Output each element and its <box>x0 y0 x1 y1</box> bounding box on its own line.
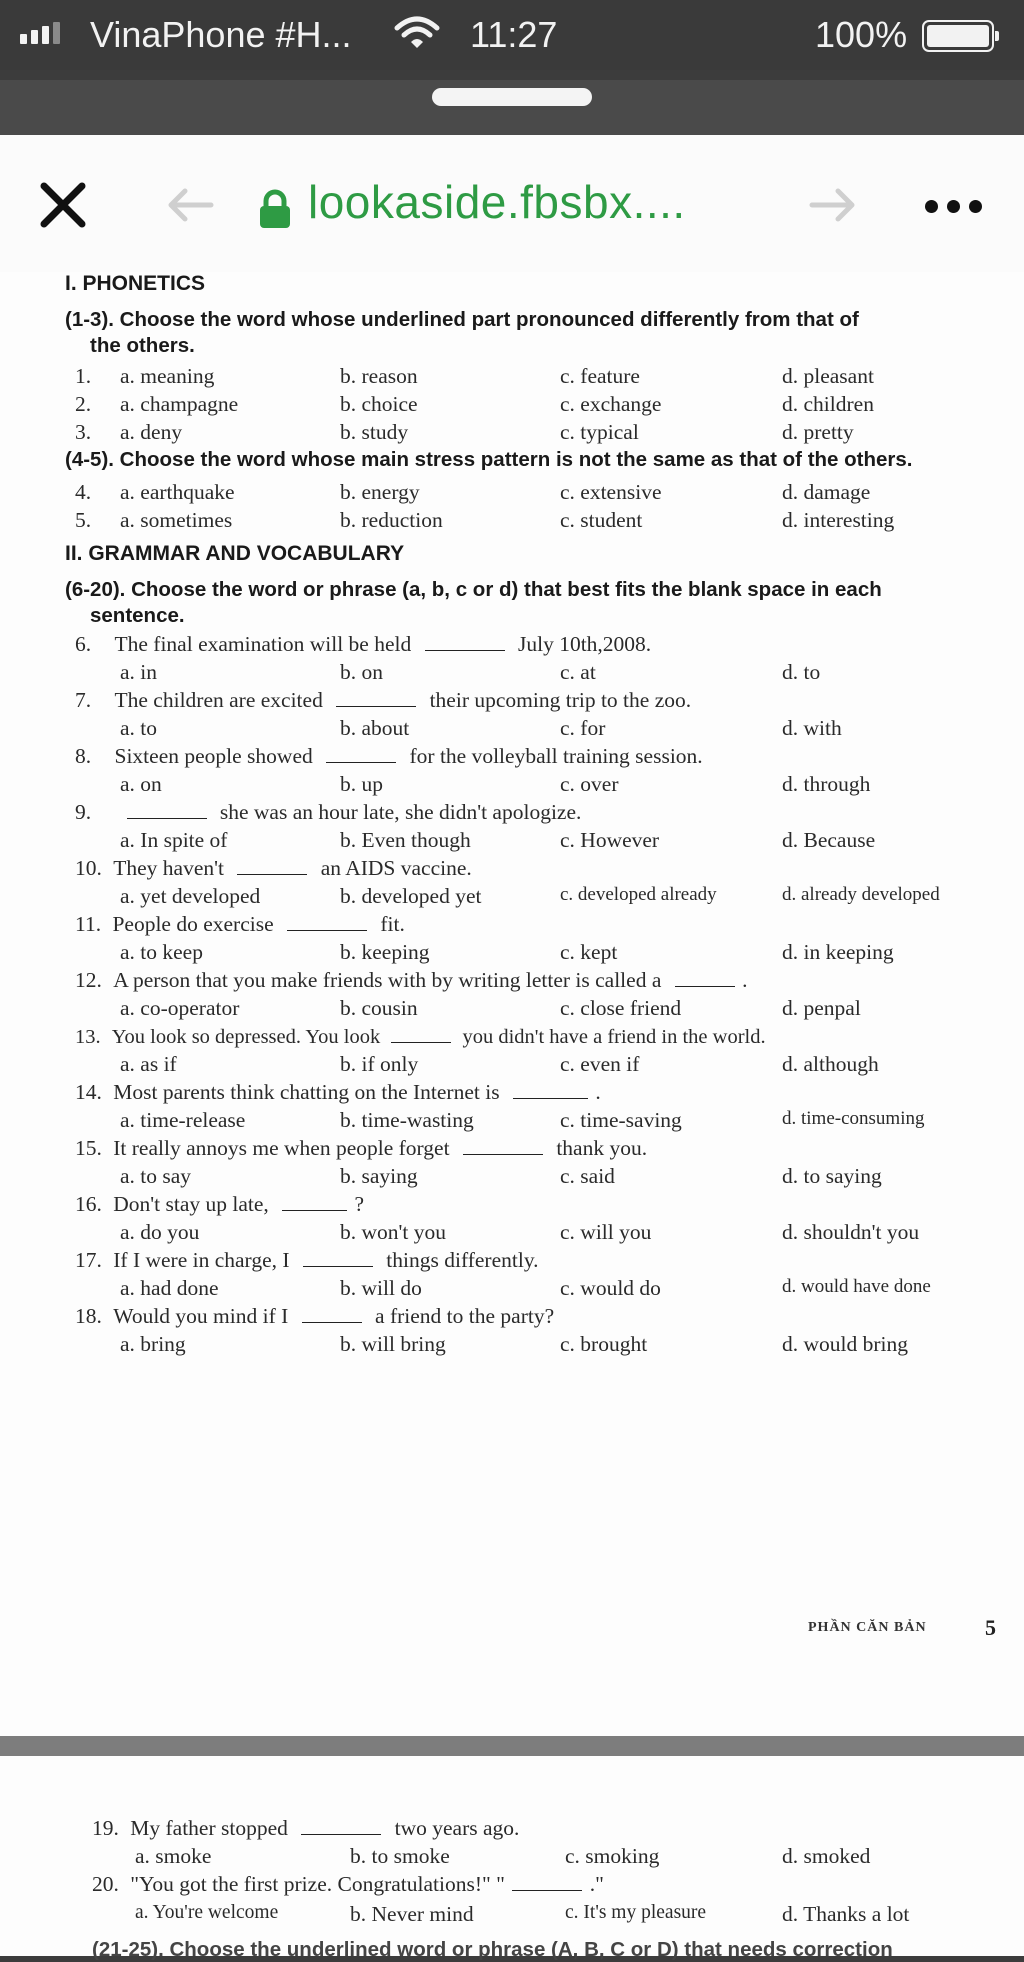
question-12 <box>75 968 748 993</box>
option-a: a. in <box>120 660 158 684</box>
option-c: c. student <box>560 508 643 532</box>
question-number: 13. <box>75 1026 101 1048</box>
wifi-icon <box>395 16 439 50</box>
option-d: d. with <box>782 716 842 740</box>
option-b: b. time-wasting <box>340 1108 474 1132</box>
question-number: 6. <box>75 632 92 656</box>
option-d: d. smoked <box>782 1844 871 1868</box>
option-c: c. extensive <box>560 480 662 504</box>
instruction: sentence. <box>90 604 185 627</box>
page-number: 5 <box>985 1615 996 1640</box>
answer-blank <box>513 1080 588 1099</box>
option-b: b. will bring <box>340 1332 446 1356</box>
instruction: the others. <box>90 334 195 357</box>
option-d: d. in keeping <box>782 940 894 964</box>
question-text: You look so depressed. You look <box>111 1026 381 1048</box>
question-6 <box>75 632 651 657</box>
option-c: c. However <box>560 828 660 852</box>
option-c: c. brought <box>560 1332 648 1356</box>
option-a: a. earthquake <box>120 480 235 504</box>
question-number: 19. <box>92 1816 119 1840</box>
option-b: b. Never mind <box>350 1902 474 1926</box>
answer-blank <box>301 1816 381 1835</box>
question-text: Don't stay up late, <box>113 1192 269 1216</box>
question-text: two years ago. <box>394 1816 520 1840</box>
option-b: b. about <box>340 716 410 740</box>
option-c: c. would do <box>560 1276 661 1300</box>
back-arrow-icon[interactable] <box>165 187 215 223</box>
answer-blank <box>326 744 396 763</box>
option-b: b. choice <box>340 392 418 416</box>
question-text: thank you. <box>556 1136 648 1160</box>
option-a: a. You're welcome <box>135 1902 279 1923</box>
document-page <box>0 272 1024 1736</box>
option-a: a. bring <box>120 1332 186 1356</box>
question-text: The final examination will be held <box>114 632 412 656</box>
question-text: Would you mind if I <box>113 1304 289 1328</box>
question-number: 16. <box>75 1192 102 1216</box>
document-view <box>0 272 1024 1961</box>
answer-blank <box>302 1304 362 1323</box>
option-c: c. over <box>560 772 619 796</box>
forward-arrow-icon[interactable] <box>808 187 858 223</box>
question-number: 17. <box>75 1248 102 1272</box>
question-text: The children are excited <box>114 688 323 712</box>
question-number: 9. <box>75 800 92 824</box>
option-d: d. pretty <box>782 420 854 444</box>
option-b: b. reduction <box>340 508 443 532</box>
option-b: b. saying <box>340 1164 418 1188</box>
answer-blank <box>391 1024 451 1043</box>
option-d: d. children <box>782 392 874 416</box>
option-d: d. time-consuming <box>782 1108 925 1129</box>
option-a: a. deny <box>120 420 183 444</box>
option-b: b. will do <box>340 1276 422 1300</box>
option-b: b. study <box>340 420 409 444</box>
option-a: a. on <box>120 772 162 796</box>
option-c: c. at <box>560 660 596 684</box>
option-a: a. sometimes <box>120 508 233 532</box>
question-number: 15. <box>75 1136 102 1160</box>
option-c: c. feature <box>560 364 640 388</box>
signal-icon <box>20 22 60 44</box>
question-number: 4. <box>75 480 92 504</box>
option-c: c. exchange <box>560 392 662 416</box>
question-text: for the volleyball training session. <box>409 744 703 768</box>
more-options-icon[interactable] <box>925 200 982 213</box>
option-a: a. do you <box>120 1220 200 1244</box>
question-text: "You got the first prize. Congratulations!" " <box>130 1872 505 1896</box>
lock-icon <box>258 189 292 229</box>
question-text: A person that you make friends with by writing letter is called a <box>113 968 662 992</box>
question-number: 20. <box>92 1872 119 1896</box>
question-9 <box>75 800 581 825</box>
option-c: c. developed already <box>560 884 717 905</box>
sheet-grabber[interactable] <box>432 88 592 106</box>
question-text: . <box>742 968 748 992</box>
instruction: (1-3). Choose the word whose underlined part pronounced differently from that of <box>65 308 859 331</box>
question-text: their upcoming trip to the zoo. <box>429 688 692 712</box>
answer-blank <box>336 688 416 707</box>
question-16 <box>75 1192 364 1217</box>
status-bar <box>0 0 1024 70</box>
option-c: c. will you <box>560 1220 652 1244</box>
answer-blank <box>237 856 307 875</box>
question-text: a friend to the party? <box>375 1304 555 1328</box>
option-a: a. to say <box>120 1164 192 1188</box>
option-a: a. to <box>120 716 158 740</box>
option-b: b. won't you <box>340 1220 446 1244</box>
option-b: b. cousin <box>340 996 418 1020</box>
question-text: It really annoys me when people forget <box>113 1136 450 1160</box>
question-number: 7. <box>75 688 92 712</box>
battery-icon <box>922 20 994 52</box>
option-a: a. as if <box>120 1052 177 1076</box>
page-footer: PHẦN CĂN BẢN <box>808 1620 927 1635</box>
option-c: c. smoking <box>565 1844 660 1868</box>
option-c: c. It's my pleasure <box>565 1902 707 1923</box>
option-a: a. time-release <box>120 1108 246 1132</box>
page-separator <box>0 1736 1024 1756</box>
battery-percent: 100% <box>815 14 908 55</box>
question-text: things differently. <box>386 1248 539 1272</box>
option-c: c. even if <box>560 1052 640 1076</box>
url-label[interactable]: lookaside.fbsbx.... <box>308 176 686 228</box>
option-a: a. yet developed <box>120 884 261 908</box>
answer-blank <box>675 968 735 987</box>
question-text: They haven't <box>113 856 224 880</box>
option-d: d. to saying <box>782 1164 882 1188</box>
question-18 <box>75 1304 554 1329</box>
question-11 <box>75 912 405 937</box>
answer-blank <box>127 800 207 819</box>
question-17 <box>75 1248 539 1273</box>
question-13 <box>75 1024 766 1049</box>
option-d: d. would bring <box>782 1332 909 1356</box>
question-text: ? <box>354 1192 365 1216</box>
question-14 <box>75 1080 601 1105</box>
question-number: 3. <box>75 420 92 444</box>
answer-blank <box>425 632 505 651</box>
question-number: 5. <box>75 508 92 532</box>
question-15 <box>75 1136 647 1161</box>
browser-sheet <box>0 135 1024 1961</box>
question-number: 2. <box>75 392 92 416</box>
question-10 <box>75 856 472 881</box>
answer-blank <box>463 1136 543 1155</box>
option-c: c. said <box>560 1164 615 1188</box>
option-d: d. Because <box>782 828 876 852</box>
question-text: she was an hour late, she didn't apologize. <box>219 800 582 824</box>
instruction-cut-off: (21-25). Choose the underlined word or phrase (A, B, C or D) that needs correction <box>92 1938 893 1961</box>
option-d: d. shouldn't you <box>782 1220 920 1244</box>
option-d: d. interesting <box>782 508 895 532</box>
question-text: ." <box>589 1872 604 1896</box>
option-b: b. reason <box>340 364 418 388</box>
option-b: b. if only <box>340 1052 419 1076</box>
question-8 <box>75 744 703 769</box>
clock: 11:27 <box>470 14 558 55</box>
option-d: d. already developed <box>782 884 940 905</box>
option-d: d. would have done <box>782 1276 931 1297</box>
section-title: I. PHONETICS <box>65 272 206 295</box>
question-text: People do exercise <box>112 912 274 936</box>
document-page-2 <box>0 1756 1024 1961</box>
option-a: a. smoke <box>135 1844 212 1868</box>
question-20 <box>92 1872 604 1897</box>
answer-blank <box>303 1248 373 1267</box>
option-a: a. champagne <box>120 392 239 416</box>
option-b: b. to smoke <box>350 1844 450 1868</box>
question-number: 11. <box>75 912 102 936</box>
option-d: d. through <box>782 772 871 796</box>
option-b: b. up <box>340 772 383 796</box>
answer-blank <box>282 1192 347 1211</box>
option-b: b. developed yet <box>340 884 482 908</box>
question-text: . <box>595 1080 601 1104</box>
instruction: (4-5). Choose the word whose main stress pattern is not the same as that of the others. <box>65 448 913 471</box>
question-number: 18. <box>75 1304 102 1328</box>
question-number: 10. <box>75 856 102 880</box>
answer-blank <box>287 912 367 931</box>
question-text: fit. <box>380 912 405 936</box>
option-a: a. co-operator <box>120 996 240 1020</box>
option-d: d. although <box>782 1052 879 1076</box>
question-number: 14. <box>75 1080 102 1104</box>
answer-blank <box>512 1872 582 1891</box>
close-icon[interactable] <box>38 180 88 230</box>
option-d: d. to <box>782 660 821 684</box>
option-a: a. had done <box>120 1276 219 1300</box>
option-d: d. Thanks a lot <box>782 1902 910 1926</box>
browser-toolbar <box>0 135 1024 273</box>
question-7 <box>75 688 691 713</box>
question-text: If I were in charge, I <box>113 1248 290 1272</box>
question-number: 1. <box>75 364 92 388</box>
question-text: Sixteen people showed <box>114 744 313 768</box>
section-title: II. GRAMMAR AND VOCABULARY <box>65 542 405 565</box>
option-a: a. In spite of <box>120 828 228 852</box>
option-d: d. penpal <box>782 996 861 1020</box>
option-c: c. kept <box>560 940 618 964</box>
option-d: d. damage <box>782 480 871 504</box>
option-b: b. Even though <box>340 828 471 852</box>
question-number: 12. <box>75 968 102 992</box>
question-text: July 10th,2008. <box>517 632 652 656</box>
option-b: b. on <box>340 660 383 684</box>
question-19 <box>92 1816 519 1841</box>
option-c: c. close friend <box>560 996 682 1020</box>
option-c: c. typical <box>560 420 639 444</box>
option-b: b. keeping <box>340 940 430 964</box>
question-text: an AIDS vaccine. <box>320 856 472 880</box>
instruction: (6-20). Choose the word or phrase (a, b, c or d) that best fits the blank space in each <box>65 578 882 601</box>
option-c: c. time-saving <box>560 1108 682 1132</box>
question-text: My father stopped <box>130 1816 288 1840</box>
question-text: you didn't have a friend in the world. <box>462 1026 766 1048</box>
question-number: 8. <box>75 744 92 768</box>
carrier-name: VinaPhone #H... <box>90 14 352 55</box>
option-b: b. energy <box>340 480 420 504</box>
option-d: d. pleasant <box>782 364 874 388</box>
option-a: a. to keep <box>120 940 203 964</box>
option-a: a. meaning <box>120 364 215 388</box>
question-text: Most parents think chatting on the Internet is <box>113 1080 500 1104</box>
option-c: c. for <box>560 716 606 740</box>
